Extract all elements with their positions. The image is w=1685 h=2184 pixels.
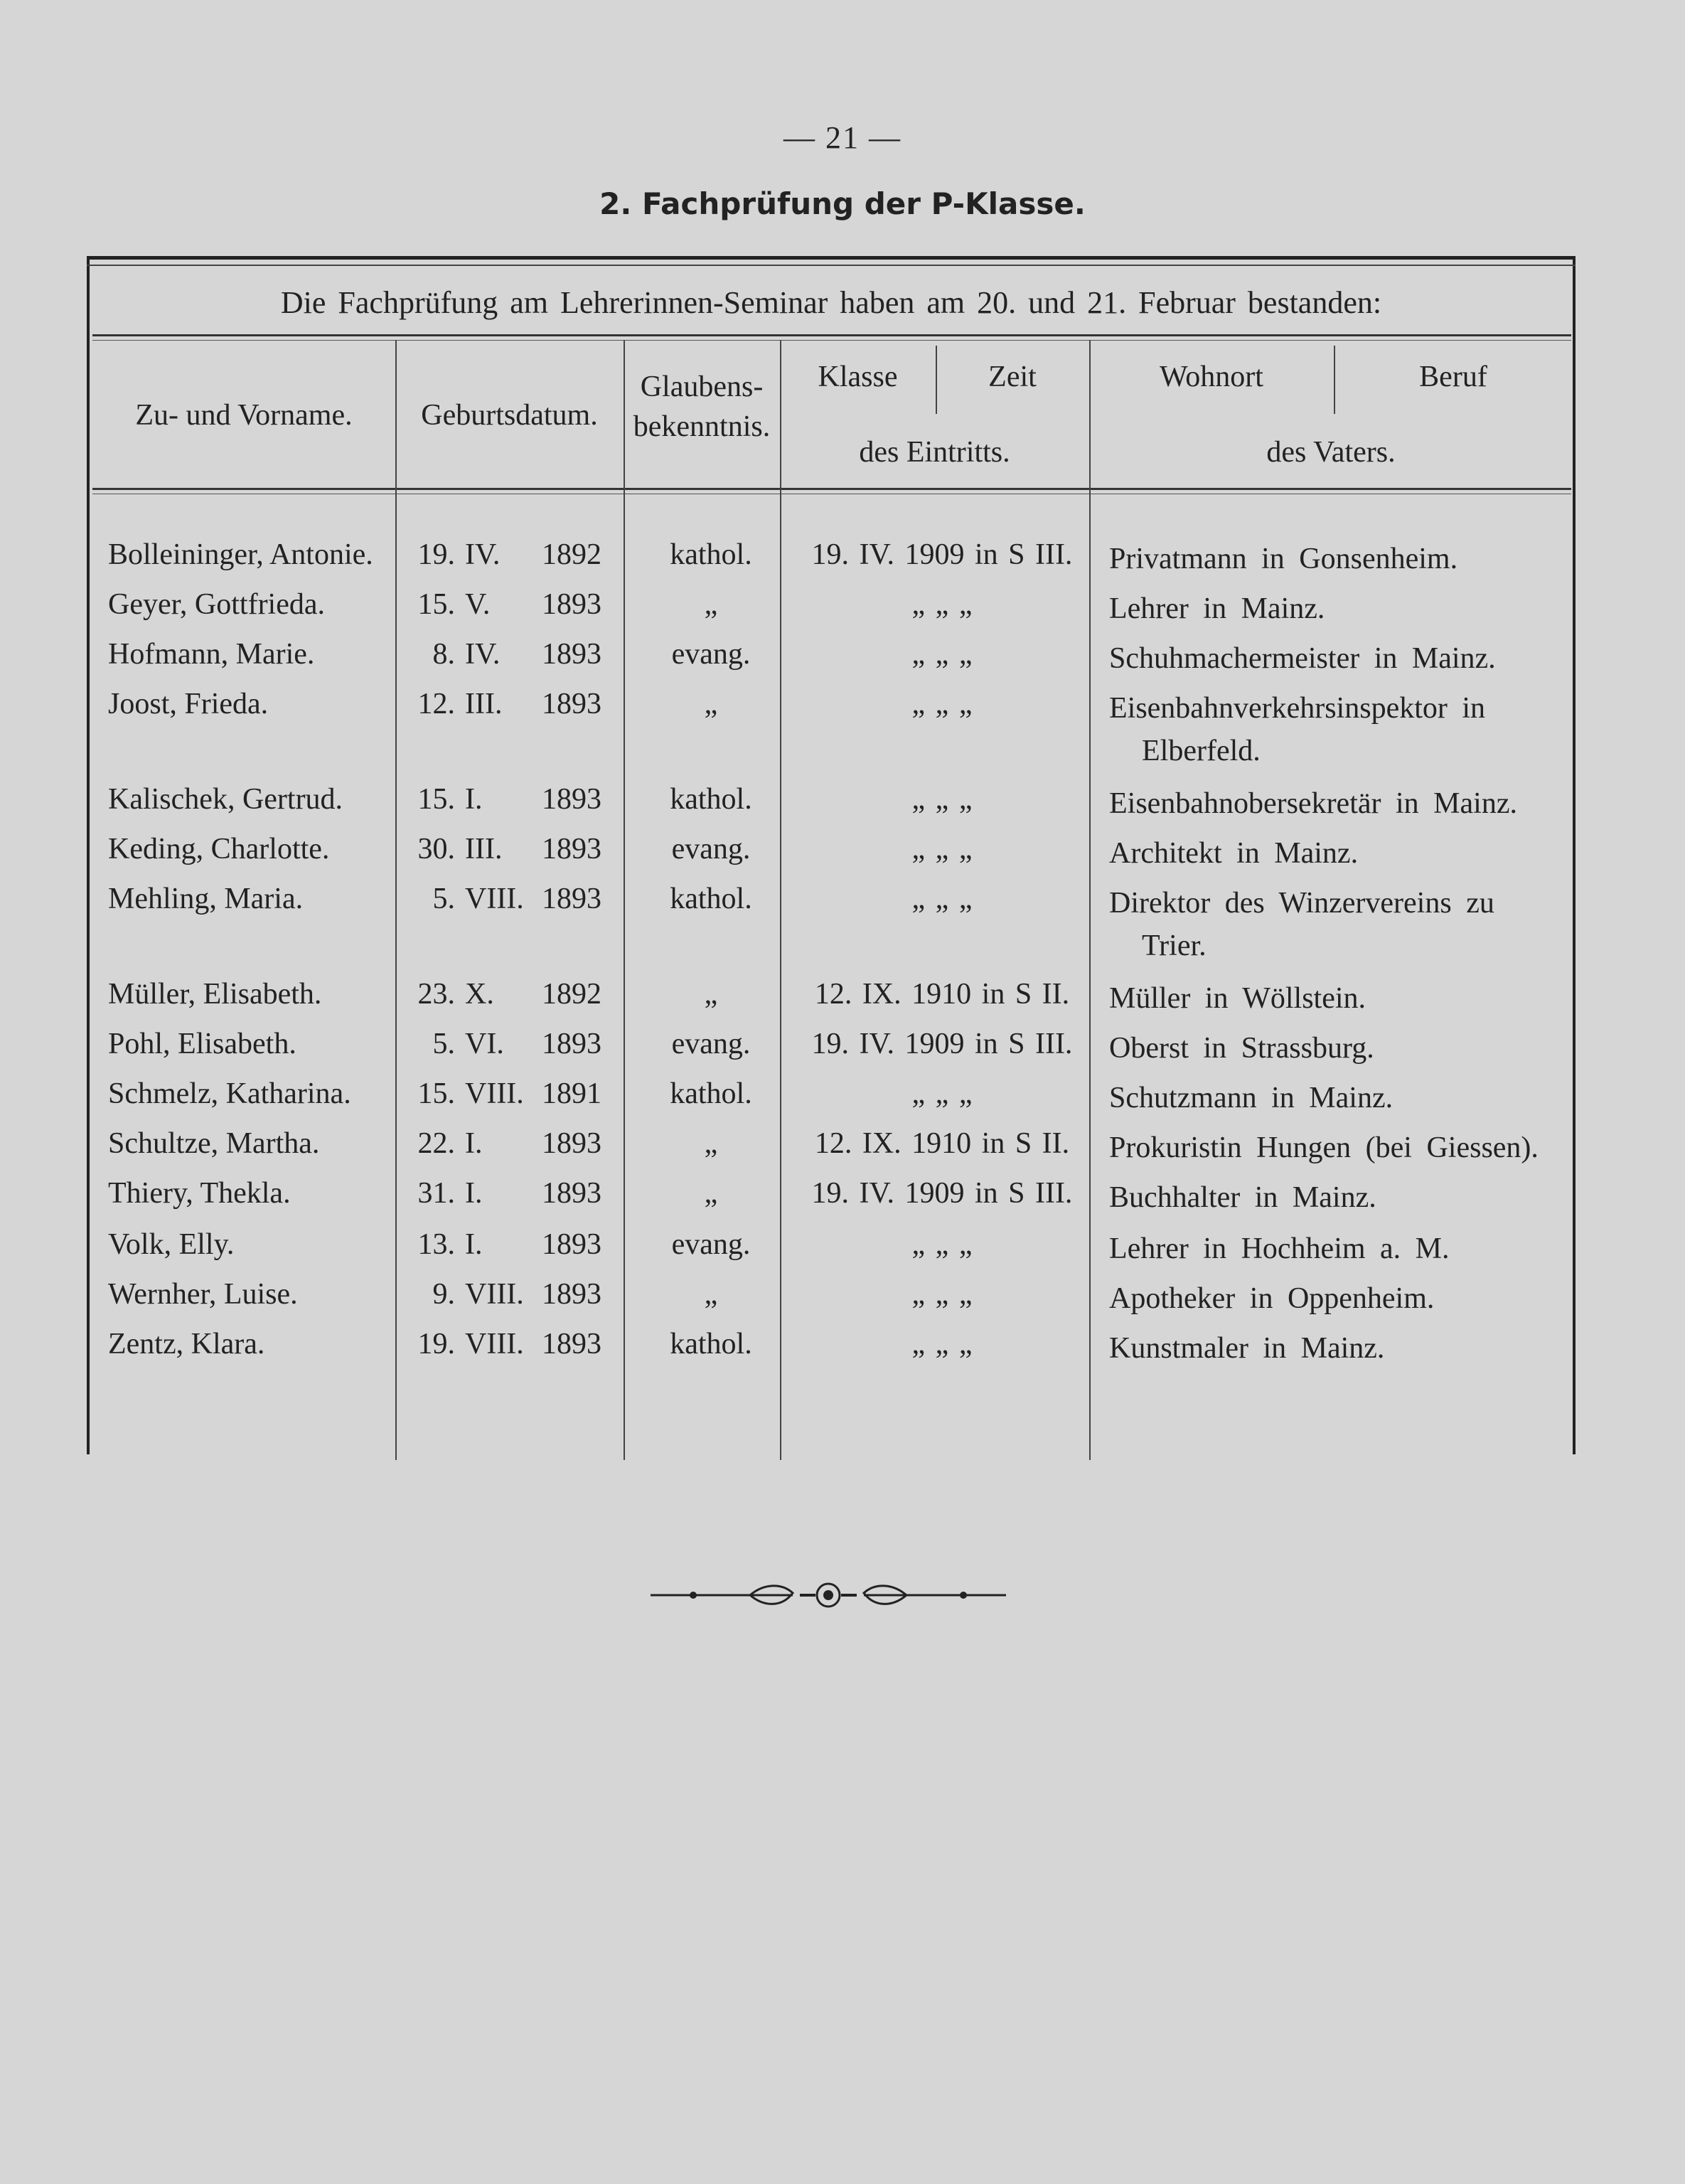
birth-day: 30. [417, 833, 455, 865]
father-occupation-cont: Elberfeld. [1142, 735, 1261, 767]
student-name: Joost, Frieda. [108, 688, 269, 720]
student-name: Zentz, Klara. [108, 1328, 265, 1360]
birth-day: 5. [432, 883, 455, 915]
table-row [0, 637, 1685, 680]
header-birth: Geburtsdatum. [421, 399, 598, 432]
birth-month: IV. [465, 538, 501, 571]
entry-date: „ „ „ [911, 1278, 973, 1311]
father-info [1109, 538, 1557, 580]
header-rule-bottom [92, 488, 1571, 490]
birth-day: 8. [432, 638, 455, 671]
birth-year: 1893 [542, 883, 601, 915]
birth-year: 1893 [542, 1228, 601, 1261]
birth-month: VI. [465, 1028, 504, 1060]
page-number: — 21 — [783, 120, 902, 155]
father-info [1109, 587, 1557, 630]
birth-day: 19. [417, 538, 455, 571]
table-intro: Die Fachprüfung am Lehrerinnen-Seminar haben am 20. und 21. Februar bestanden: [280, 285, 1382, 320]
ornament-icon [651, 1577, 1006, 1613]
birth-day: 22. [417, 1127, 455, 1160]
header-eintritt: des Eintritts. [859, 436, 1010, 469]
birth-year: 1893 [542, 833, 601, 865]
header-name: Zu- und Vorname. [135, 399, 353, 432]
birth-year: 1893 [542, 1028, 601, 1060]
table-row [0, 1126, 1685, 1169]
table-row [0, 832, 1685, 875]
birth-day: 23. [417, 978, 455, 1011]
father-occupation: Direktor des Winzervereins zu [1109, 887, 1494, 920]
birth-month: VIII. [465, 1328, 524, 1360]
birth-year: 1891 [542, 1077, 601, 1110]
religion: „ [704, 978, 718, 1011]
father-occupation: Schutzmann in Mainz. [1109, 1082, 1394, 1114]
religion: „ [704, 688, 718, 720]
religion: evang. [671, 833, 751, 865]
entry-date: 19. IV. 1909 in S III. [811, 538, 1073, 571]
header-rule-top-thin [92, 340, 1571, 341]
birth-day: 9. [432, 1278, 455, 1311]
table-row [0, 782, 1685, 825]
birth-day: 15. [417, 1077, 455, 1110]
father-occupation: Prokuristin Hungen (bei Giessen). [1109, 1131, 1539, 1164]
father-occupation-cont: Trier. [1142, 929, 1207, 962]
birth-day: 12. [417, 688, 455, 720]
entry-date: 19. IV. 1909 in S III. [811, 1028, 1073, 1060]
religion: „ [704, 1127, 718, 1160]
birth-month: I. [465, 783, 483, 816]
student-name: Schmelz, Katharina. [108, 1077, 351, 1110]
father-info [1109, 1077, 1557, 1119]
father-occupation: Kunstmaler in Mainz. [1109, 1332, 1385, 1365]
table-row [0, 1327, 1685, 1370]
religion: kathol. [670, 538, 752, 571]
header-wohnort: Wohnort [1160, 361, 1263, 393]
table-row [0, 1027, 1685, 1070]
student-name: Bolleininger, Antonie. [108, 538, 373, 571]
birth-year: 1892 [542, 538, 601, 571]
student-name: Wernher, Luise. [108, 1278, 298, 1311]
birth-month: I. [465, 1127, 483, 1160]
header-religion-2: bekenntnis. [633, 410, 771, 443]
entry-date: „ „ „ [911, 1228, 973, 1261]
father-occupation: Lehrer in Mainz. [1109, 592, 1325, 625]
header-religion-1: Glaubens- [640, 371, 764, 403]
birth-day: 31. [417, 1177, 455, 1210]
father-occupation: Schuhmachermeister in Mainz. [1109, 642, 1496, 675]
entry-date: „ „ „ [911, 688, 973, 720]
table-row [0, 587, 1685, 630]
table-row [0, 1077, 1685, 1119]
religion: evang. [671, 638, 751, 671]
birth-day: 5. [432, 1028, 455, 1060]
header-zeit: Zeit [988, 361, 1037, 393]
religion: kathol. [670, 1077, 752, 1110]
birth-year: 1893 [542, 1127, 601, 1160]
religion: „ [704, 1278, 718, 1311]
religion: „ [704, 1177, 718, 1210]
page-heading: 2. Fachprüfung der P-Klasse. [599, 186, 1086, 221]
student-name: Thiery, Thekla. [108, 1177, 291, 1210]
birth-month: I. [465, 1177, 483, 1210]
birth-year: 1893 [542, 1278, 601, 1311]
table-row [0, 977, 1685, 1020]
header-klasse: Klasse [818, 361, 898, 393]
table-row [0, 538, 1685, 580]
father-occupation: Privatmann in Gonsenheim. [1109, 543, 1458, 575]
birth-day: 15. [417, 783, 455, 816]
father-occupation: Lehrer in Hochheim a. M. [1109, 1232, 1450, 1265]
entry-date: „ „ „ [911, 1077, 973, 1110]
table-row [0, 1277, 1685, 1320]
student-name: Pohl, Elisabeth. [108, 1028, 296, 1060]
father-occupation: Eisenbahnobersekretär in Mainz. [1109, 787, 1517, 820]
birth-day: 13. [417, 1228, 455, 1261]
birth-year: 1893 [542, 588, 601, 621]
student-name: Geyer, Gottfrieda. [108, 588, 326, 621]
religion: kathol. [670, 883, 752, 915]
birth-month: V. [465, 588, 491, 621]
student-name: Müller, Elisabeth. [108, 978, 322, 1011]
table-row [0, 1227, 1685, 1270]
father-info [1109, 687, 1557, 772]
student-name: Volk, Elly. [108, 1228, 235, 1261]
birth-year: 1893 [542, 1177, 601, 1210]
header-vater: des Vaters. [1266, 436, 1396, 469]
entry-date: „ „ „ [911, 783, 973, 816]
birth-year: 1892 [542, 978, 601, 1011]
entry-date: „ „ „ [911, 883, 973, 915]
religion: kathol. [670, 783, 752, 816]
entry-date: 19. IV. 1909 in S III. [811, 1177, 1073, 1210]
entry-date: „ „ „ [911, 1328, 973, 1360]
religion: kathol. [670, 1328, 752, 1360]
birth-day: 15. [417, 588, 455, 621]
father-occupation: Müller in Wöllstein. [1109, 982, 1366, 1015]
father-info [1109, 1027, 1557, 1070]
father-occupation: Eisenbahnverkehrsinspektor in [1109, 692, 1486, 725]
birth-month: IV. [465, 638, 501, 671]
birth-month: III. [465, 833, 503, 865]
student-name: Hofmann, Marie. [108, 638, 315, 671]
student-name: Schultze, Martha. [108, 1127, 320, 1160]
religion: evang. [671, 1228, 751, 1261]
father-info [1109, 832, 1557, 875]
student-name: Keding, Charlotte. [108, 833, 330, 865]
father-info [1109, 1126, 1557, 1169]
father-info [1109, 637, 1557, 680]
table-row [0, 687, 1685, 767]
birth-year: 1893 [542, 1328, 601, 1360]
table-row [0, 882, 1685, 962]
header-beruf: Beruf [1419, 361, 1487, 393]
father-info [1109, 977, 1557, 1020]
student-name: Mehling, Maria. [108, 883, 304, 915]
header-rule-top [92, 334, 1571, 336]
birth-year: 1893 [542, 688, 601, 720]
entry-date: 12. IX. 1910 in S II. [814, 978, 1070, 1011]
father-info [1109, 782, 1557, 825]
father-occupation: Architekt in Mainz. [1109, 837, 1359, 870]
birth-month: X. [465, 978, 494, 1011]
religion: evang. [671, 1028, 751, 1060]
entry-date: 12. IX. 1910 in S II. [814, 1127, 1070, 1160]
father-info [1109, 1176, 1557, 1219]
table-top-rule-thin [87, 265, 1576, 266]
father-info [1109, 1327, 1557, 1370]
birth-month: I. [465, 1228, 483, 1261]
student-name: Kalischek, Gertrud. [108, 783, 343, 816]
birth-year: 1893 [542, 638, 601, 671]
father-occupation: Buchhalter in Mainz. [1109, 1181, 1376, 1214]
father-occupation: Apotheker in Oppenheim. [1109, 1282, 1435, 1315]
table-top-rule [87, 256, 1576, 260]
birth-month: III. [465, 688, 503, 720]
religion: „ [704, 588, 718, 621]
table-row [0, 1176, 1685, 1219]
birth-day: 19. [417, 1328, 455, 1360]
entry-date: „ „ „ [911, 833, 973, 865]
birth-month: VIII. [465, 1077, 524, 1110]
father-info [1109, 882, 1557, 967]
father-info [1109, 1277, 1557, 1320]
birth-month: VIII. [465, 1278, 524, 1311]
entry-date: „ „ „ [911, 638, 973, 671]
entry-date: „ „ „ [911, 588, 973, 621]
birth-month: VIII. [465, 883, 524, 915]
birth-year: 1893 [542, 783, 601, 816]
father-occupation: Oberst in Strassburg. [1109, 1032, 1374, 1065]
father-info [1109, 1227, 1557, 1270]
